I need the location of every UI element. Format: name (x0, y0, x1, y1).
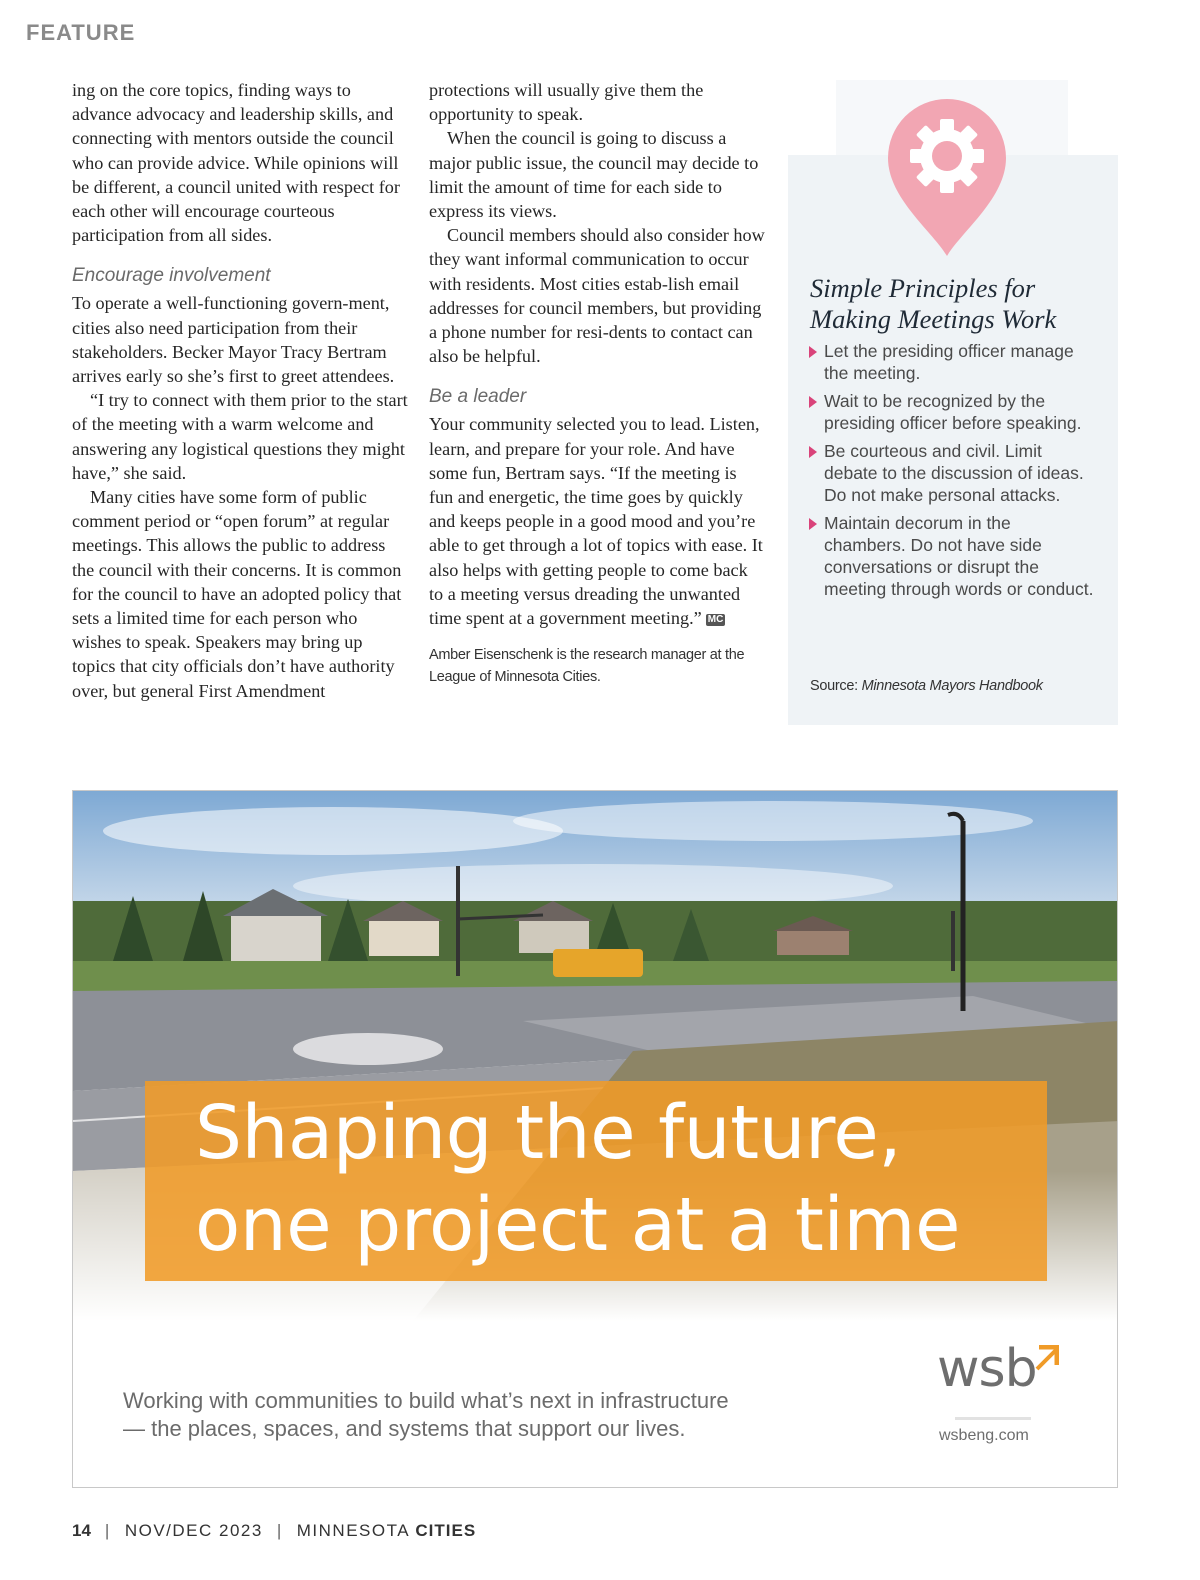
list-item (806, 512, 1096, 600)
logo-divider (955, 1417, 1031, 1420)
magazine-name: CITIES (415, 1521, 477, 1540)
headline-line-2: one project at a time (195, 1182, 961, 1268)
source-title: Minnesota Mayors Handbook (861, 678, 1043, 694)
tagline-line-1: Working with communities to build what’s next in infrastructure (123, 1388, 729, 1413)
wsb-url: wsbeng.com (939, 1427, 1029, 1444)
list-item-text: Maintain decorum in the chambers. Do not have side conversations or disrupt the meeting through words or conduct. (824, 513, 1094, 599)
paragraph-text: Your community selected you to lead. Listen, learn, and prepare for your role. And have some fun, Bertram says. “If the meeting is fun and energetic, the time goes by quickly and keeps people in a good mood and you’re able to get through a lot of topics with ease. It also helps with getting people to come back to a meeting versus dreading the unwanted time spent at a government meeting.” (429, 414, 763, 629)
ad-headline (195, 1087, 1075, 1271)
ad-tagline (123, 1387, 823, 1443)
sidebar-source (810, 678, 1043, 694)
triangle-bullet-icon (809, 396, 817, 408)
mc-end-mark-icon: MC (707, 614, 724, 626)
issue-date: NOV/DEC 2023 (124, 1521, 263, 1540)
paragraph: To operate a well-functioning govern-ment, cities also need participation from their stakeholders. Becker Mayor Tracy Bertram arrives early so she’s first to greet attendees. (72, 293, 395, 387)
list-item-text: Let the presiding officer manage the meeting. (824, 341, 1074, 383)
paragraph: “I try to connect with them prior to the start of the meeting with a warm welcome and answering any logistical questions they might have,” she said. (72, 390, 408, 483)
article-column-2 (429, 78, 765, 688)
article-column-1 (72, 78, 408, 703)
headline-line-1: Shaping the future, (195, 1090, 902, 1176)
paragraph (429, 412, 765, 630)
sidebar-title-line-1: Simple Principles for (810, 273, 1036, 303)
section-label: FEATURE (26, 20, 136, 45)
subhead-encourage-involvement: Encourage involvement (72, 265, 271, 287)
logo-arrow-icon (1035, 1345, 1059, 1371)
triangle-bullet-icon (809, 346, 817, 358)
footer-separator: | (276, 1521, 283, 1540)
subhead-be-a-leader: Be a leader (429, 386, 527, 408)
page-number: 14 (72, 1521, 91, 1540)
list-item-text: Be courteous and civil. Limit debate to the discussion of ideas. Do not make personal attacks. (824, 441, 1084, 505)
sidebar-title-line-2: Making Meetings Work (810, 304, 1057, 334)
paragraph: ing on the core topics, finding ways to advance advocacy and leadership skills, and connecting with mentors outside the council who can provide advice. While opinions will be different, a council united with respect for each other will encourage courteous participation from all sides. (72, 80, 400, 246)
wsb-logo: wsb (937, 1339, 1037, 1399)
magazine-prefix: MINNESOTA (296, 1521, 410, 1540)
source-prefix: Source: (810, 678, 862, 694)
paragraph: Many cities have some form of public comment period or “open forum” at regular meetings. This allows the public to address the council with their concerns. It is common for the council to have an adopted policy that sets a limited time for each person who wishes to speak. Speakers may bring up topics that city officials don’t have authority over, but general First Amendment (72, 487, 402, 701)
paragraph: Council members should also consider how they want informal communication to occur with residents. Most cities estab-lish email addresses for council members, but providing a phone number for resi-dents to contact can also be helpful. (429, 225, 765, 367)
tagline-line-2: — the places, spaces, and systems that support our lives. (123, 1416, 686, 1441)
list-item-text: Wait to be recognized by the presiding officer before speaking. (824, 391, 1082, 433)
paragraph: When the council is going to discuss a major public issue, the council may decide to limit the amount of time for each side to express its views. (429, 128, 759, 222)
list-item (806, 390, 1096, 434)
sidebar-title (810, 273, 1110, 335)
author-byline: Amber Eisenschenk is the research manager at the League of Minnesota Cities. (429, 647, 745, 686)
paragraph: protections will usually give them the opportunity to speak. (429, 80, 704, 125)
list-item (806, 440, 1096, 506)
principles-list (806, 340, 1096, 606)
triangle-bullet-icon (809, 518, 817, 530)
triangle-bullet-icon (809, 446, 817, 458)
footer-separator: | (104, 1521, 111, 1540)
list-item (806, 340, 1096, 384)
gear-pin-icon (882, 96, 1012, 261)
page-footer (72, 1521, 476, 1541)
wsb-advertisement (72, 790, 1118, 1488)
